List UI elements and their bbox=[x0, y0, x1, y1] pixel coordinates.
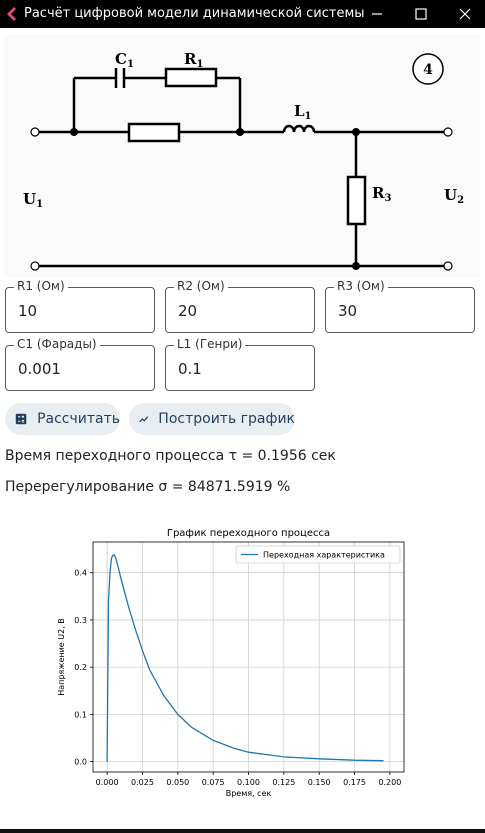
r2-input[interactable]: 20 bbox=[178, 302, 198, 320]
circuit-diagram bbox=[4, 34, 480, 278]
c1-field[interactable] bbox=[5, 337, 155, 391]
x-tick-label: 0.150 bbox=[307, 778, 331, 787]
circuit-number: 4 bbox=[423, 62, 433, 78]
r3-label: R3 (Ом) bbox=[334, 279, 388, 293]
x-tick-label: 0.050 bbox=[166, 778, 190, 787]
legend-entry: Переходная характеристика bbox=[263, 550, 385, 560]
maximize-icon bbox=[415, 8, 427, 20]
x-tick-label: 0.125 bbox=[272, 778, 296, 787]
window-title: Расчёт цифровой модели динамической системы bbox=[24, 6, 365, 21]
x-tick-label: 0.000 bbox=[95, 778, 119, 787]
series-line bbox=[107, 555, 384, 762]
calculator-icon bbox=[15, 411, 27, 427]
close-icon bbox=[459, 8, 471, 20]
label-u2: U bbox=[444, 186, 458, 204]
r1-field[interactable] bbox=[5, 279, 155, 333]
calculate-button[interactable] bbox=[5, 403, 120, 435]
c1-input[interactable]: 0.001 bbox=[18, 360, 61, 378]
x-tick-label: 0.100 bbox=[237, 778, 260, 787]
svg-text:U1: $U_1$ bbox=[23, 190, 44, 210]
maximize-button[interactable] bbox=[399, 0, 443, 28]
r2-field[interactable] bbox=[165, 279, 315, 333]
r1-label: R1 (Ом) bbox=[14, 279, 68, 293]
label-u1: U bbox=[23, 190, 37, 208]
r3-input[interactable]: 30 bbox=[338, 302, 358, 320]
calculate-button-label: Рассчитать bbox=[37, 411, 120, 427]
label-r3: R bbox=[372, 184, 385, 202]
plot-button[interactable] bbox=[129, 403, 295, 435]
l1-label: L1 (Генри) bbox=[174, 337, 245, 351]
y-tick-label: 0.3 bbox=[74, 615, 87, 625]
resistor-r2 bbox=[129, 124, 179, 141]
trend-icon bbox=[139, 411, 148, 427]
resistor-r3 bbox=[348, 177, 365, 224]
y-tick-label: 0.1 bbox=[74, 710, 87, 720]
x-tick-label: 0.200 bbox=[378, 778, 402, 787]
svg-text:L1: $L_1$ bbox=[294, 102, 312, 122]
r3-field[interactable] bbox=[325, 279, 475, 333]
label-c1: C bbox=[115, 50, 127, 68]
l1-field[interactable] bbox=[165, 337, 315, 391]
transient-time-text: Время переходного процесса τ = 0.1956 сек bbox=[5, 448, 336, 464]
y-tick-label: 0.4 bbox=[74, 568, 87, 578]
y-tick-label: 0.0 bbox=[74, 757, 87, 767]
c1-label: C1 (Фарады) bbox=[14, 337, 100, 351]
x-tick-label: 0.175 bbox=[343, 778, 366, 787]
label-l1: L bbox=[294, 102, 305, 120]
overshoot-text: Перерегулирование σ = 84871.5919 % bbox=[5, 479, 291, 495]
y-tick-label: 0.2 bbox=[74, 663, 87, 673]
close-button[interactable] bbox=[443, 0, 485, 28]
svg-text:U2: $U_2$ bbox=[444, 186, 465, 206]
title-bar bbox=[0, 0, 485, 28]
label-r1: R bbox=[184, 50, 197, 68]
r2-label: R2 (Ом) bbox=[174, 279, 228, 293]
chart-title: График переходного процесса bbox=[166, 528, 331, 539]
svg-text:R3: $R_3$ bbox=[372, 184, 392, 204]
x-axis-label: Время, сек bbox=[225, 789, 272, 798]
bottom-edge bbox=[0, 829, 485, 833]
x-tick-label: 0.075 bbox=[201, 778, 225, 787]
minimize-button[interactable] bbox=[355, 0, 399, 28]
svg-text:C1: $C_1$ bbox=[115, 50, 134, 70]
transient-chart bbox=[42, 505, 442, 803]
main-content bbox=[0, 28, 485, 829]
app-icon bbox=[4, 6, 18, 22]
r1-input[interactable]: 10 bbox=[18, 302, 38, 320]
minimize-icon bbox=[371, 8, 383, 20]
l1-input[interactable]: 0.1 bbox=[178, 360, 202, 378]
y-axis-label: Напряжение U2, В bbox=[57, 618, 66, 696]
resistor-r1 bbox=[166, 69, 216, 86]
svg-text:R1: $R_1$ bbox=[184, 50, 204, 70]
x-tick-label: 0.025 bbox=[131, 778, 154, 787]
plot-button-label: Построить график bbox=[158, 411, 295, 427]
inductor-l1 bbox=[284, 126, 314, 132]
